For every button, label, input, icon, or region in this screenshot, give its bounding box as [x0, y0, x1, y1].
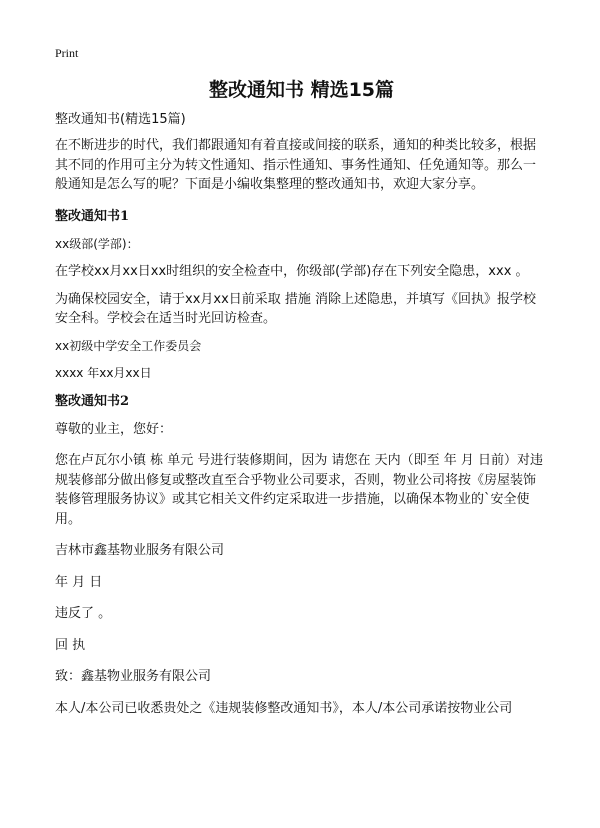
section-1-greeting: xx级部(学部)： — [55, 236, 139, 251]
section-heading-2: 整改通知书2 — [55, 393, 130, 409]
section-2-greeting: 尊敬的业主，您好： — [55, 421, 173, 437]
intro-paragraph: 在不断进步的时代，我们都跟通知有着直接或间接的联系，通知的种类比较多，根据其不同的作用可主分为转文性通知、指示性通知、事务性通知、任免通知等。那么一般通知是怎么写的呢？下面是小编收集整理的整改通知书，欢迎大家分享。 — [55, 138, 537, 192]
page-title: 整改通知书 精选15篇 — [208, 79, 395, 101]
section-heading-1: 整改通知书1 — [55, 208, 130, 224]
section-1-paragraph: 在学校xx月xx日xx时组织的安全检查中，你级部(学部)存在下列安全隐患，xxx 。 — [55, 264, 529, 279]
section-1-signature: xx初级中学安全工作委员会 — [55, 338, 202, 353]
section-1-paragraph: 为确保校园安全，请于xx月xx日前采取 措施 消除上述隐患，并填写《回执》报学校安全科。学校会在适当时光回访检查。 — [55, 291, 537, 326]
section-1-date: xxxx 年xx月xx日 — [55, 366, 152, 380]
section-2-signature: 吉林市鑫基物业服务有限公司 — [55, 543, 225, 558]
section-2-paragraph: 违反了 。 — [55, 606, 112, 621]
receipt-paragraph: 本人/本公司已收悉贵处之《违规装修整改通知书》，本人/本公司承诺按物业公司 — [55, 700, 513, 716]
print-label[interactable]: Print — [55, 46, 79, 60]
receipt-heading: 回 执 — [55, 637, 86, 653]
receipt-recipient: 致：鑫基物业服务有限公司 — [55, 669, 212, 684]
section-2-paragraph: 您在卢瓦尔小镇 栋 单元 号进行装修期间，因为 请您在 天内（即至 年 月 日前）对违规装修部分做出修复或整改直至合乎物业公司要求，否则，物业公司将按《房屋装饰装修管理服务协议》或其它相关文件约定采取进一步措施，以确保本物业的`安全使用。 — [55, 453, 544, 527]
section-2-date: 年 月 日 — [55, 574, 103, 590]
document-subtitle: 整改通知书(精选15篇) — [55, 112, 186, 127]
